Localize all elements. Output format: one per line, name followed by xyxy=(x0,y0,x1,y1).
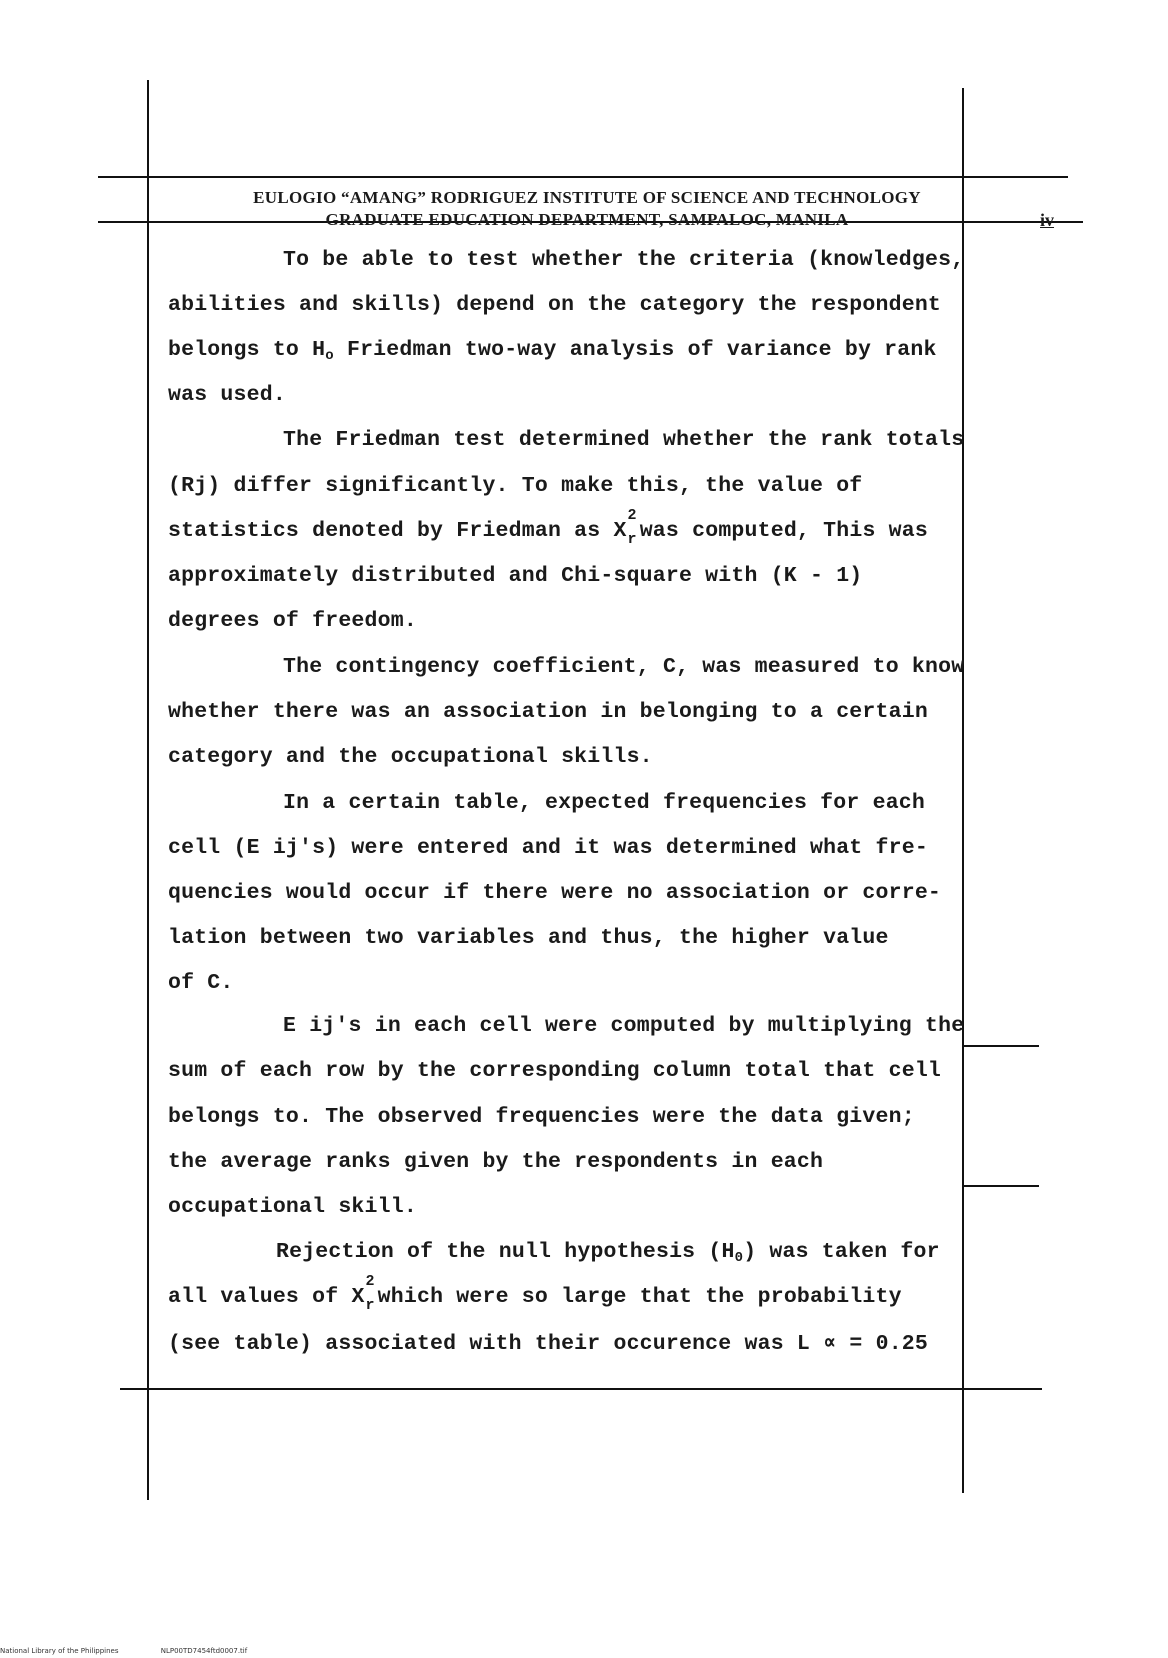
text-line: abilities and skills) depend on the category the respondent xyxy=(168,293,942,317)
text-line: whether there was an association in belonging to a certain xyxy=(168,700,928,724)
chi-r-symbol: X 2 r xyxy=(613,507,637,548)
institution-header xyxy=(157,187,1017,231)
text-line: To be able to test whether the criteria (knowledges, xyxy=(283,248,965,272)
margin-tick-rule xyxy=(962,1185,1039,1187)
text-line: The contingency coefficient, C, was measured to know xyxy=(283,655,965,679)
text-line: (Rj) differ significantly. To make this, the value of xyxy=(168,474,863,498)
text-line: was used. xyxy=(168,383,286,407)
file-id: NLP00TD7454ftd0007.tif xyxy=(160,1647,248,1655)
text-line: Rejection of the null hypothesis (H0) was taken for xyxy=(276,1240,940,1266)
library-credit: National Library of the Philippines xyxy=(0,1647,119,1655)
header-top-rule xyxy=(98,176,1068,178)
text-line: In a certain table, expected frequencies for each xyxy=(283,791,926,815)
footer-rule xyxy=(120,1388,1042,1390)
text-line: cell (E ij's) were entered and it was determined what fre- xyxy=(168,836,928,860)
text-line: the average ranks given by the respondents in each xyxy=(168,1150,824,1174)
alpha-symbol: ∝ xyxy=(823,1332,837,1356)
margin-tick-rule xyxy=(962,1045,1039,1047)
department-name: GRADUATE EDUCATION DEPARTMENT, SAMPALOC, MANILA xyxy=(325,210,849,229)
text-line: E ij's in each cell were computed by multiplying the xyxy=(283,1014,965,1038)
text-line: approximately distributed and Chi-square with (K - 1) xyxy=(168,564,863,588)
text-line: sum of each row by the corresponding column total that cell xyxy=(168,1059,942,1083)
chi-r-symbol: X 2 r xyxy=(351,1273,375,1314)
h-symbol: Ho xyxy=(312,338,334,364)
text-line: lation between two variables and thus, the higher value xyxy=(168,926,889,950)
text-line: statistics denoted by Friedman as X 2 r was computed, This was xyxy=(168,507,928,548)
text-line: belongs to Ho Friedman two-way analysis of variance by rank xyxy=(168,338,937,364)
text-line: (see table) associated with their occurence was L ∝ = 0.25 xyxy=(168,1332,929,1356)
left-margin-rule xyxy=(147,80,149,1500)
text-line: belongs to. The observed frequencies were the data given; xyxy=(168,1105,915,1129)
scan-footer xyxy=(0,1647,287,1655)
institution-name: EULOGIO “AMANG” RODRIGUEZ INSTITUTE OF SCIENCE AND TECHNOLOGY xyxy=(253,188,921,207)
text-line: occupational skill. xyxy=(168,1195,417,1219)
text-line: The Friedman test determined whether the rank totals xyxy=(283,428,965,452)
page-number: iv xyxy=(1040,210,1055,230)
text-line: quencies would occur if there were no association or corre- xyxy=(168,881,942,905)
text-line: all values of X 2 r which were so large that the probability xyxy=(168,1273,902,1314)
text-line: degrees of freedom. xyxy=(168,609,417,633)
text-line: category and the occupational skills. xyxy=(168,745,653,769)
text-line: of C. xyxy=(168,971,234,995)
right-margin-rule xyxy=(962,88,964,1493)
